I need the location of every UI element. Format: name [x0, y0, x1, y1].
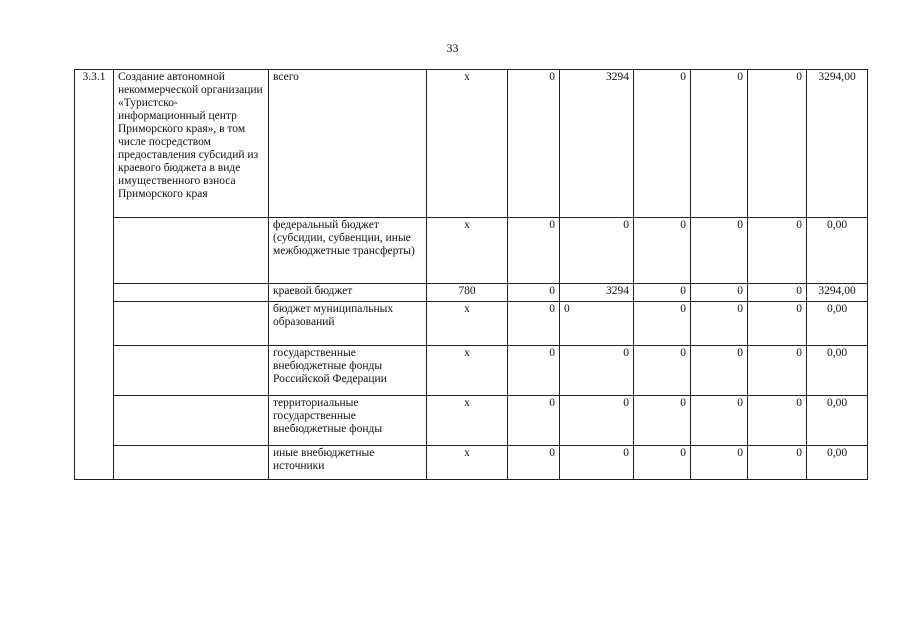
value-cell: 0 [634, 346, 691, 396]
value-cell: 0 [634, 218, 691, 284]
funding-source: государственные внебюджетные фонды Российской Федерации [269, 346, 427, 396]
value-cell: 0 [634, 302, 691, 346]
value-cell: 0 [691, 396, 748, 446]
value-cell: 0 [748, 218, 807, 284]
funding-source: территориальные государственные внебюджетные фонды [269, 396, 427, 446]
funding-source: краевой бюджет [269, 284, 427, 302]
empty-cell [114, 218, 269, 284]
value-cell: 0 [691, 284, 748, 302]
value-cell: 0 [748, 302, 807, 346]
measure-number: 3.3.1 [75, 70, 114, 480]
value-cell: 0 [748, 284, 807, 302]
table-row [75, 284, 868, 302]
funding-source: иные внебюджетные источники [269, 446, 427, 480]
budget-code: х [427, 302, 508, 346]
value-cell: 0 [560, 396, 634, 446]
value-cell: 0 [508, 284, 560, 302]
table-row [75, 302, 868, 346]
value-cell: 0 [691, 302, 748, 346]
value-cell: 0 [748, 70, 807, 218]
value-cell: 0 [508, 218, 560, 284]
total-cell: 0,00 [807, 346, 868, 396]
value-cell: 0 [560, 302, 634, 346]
total-cell: 0,00 [807, 302, 868, 346]
measure-description: Создание автономной некоммерческой организации «Туристско-информационный центр Приморского края», в том числе посредством предоставления субсидий из краевого бюджета в виде имущественного взноса Приморского края [114, 70, 269, 218]
value-cell: 3294 [560, 70, 634, 218]
budget-table [74, 69, 868, 480]
total-cell: 3294,00 [807, 284, 868, 302]
empty-cell [114, 284, 269, 302]
value-cell: 3294 [560, 284, 634, 302]
value-cell: 0 [748, 346, 807, 396]
value-cell: 0 [691, 218, 748, 284]
funding-source: бюджет муниципальных образований [269, 302, 427, 346]
value-cell: 0 [634, 396, 691, 446]
budget-code: х [427, 218, 508, 284]
value-cell: 0 [748, 396, 807, 446]
value-cell: 0 [634, 446, 691, 480]
value-cell: 0 [560, 346, 634, 396]
value-cell: 0 [508, 70, 560, 218]
table-row [75, 218, 868, 284]
value-cell: 0 [508, 446, 560, 480]
value-cell: 0 [508, 396, 560, 446]
value-cell: 0 [634, 70, 691, 218]
value-cell: 0 [748, 446, 807, 480]
empty-cell [114, 302, 269, 346]
total-cell: 0,00 [807, 218, 868, 284]
value-cell: 0 [691, 346, 748, 396]
value-cell: 0 [560, 218, 634, 284]
total-cell: 0,00 [807, 396, 868, 446]
value-cell: 0 [560, 446, 634, 480]
value-cell: 0 [508, 302, 560, 346]
empty-cell [114, 446, 269, 480]
value-cell: 0 [691, 446, 748, 480]
budget-code: х [427, 70, 508, 218]
funding-source: всего [269, 70, 427, 218]
table-row [75, 446, 868, 480]
value-cell: 0 [508, 346, 560, 396]
table-row [75, 396, 868, 446]
budget-code: х [427, 446, 508, 480]
budget-code: 780 [427, 284, 508, 302]
table-row [75, 70, 868, 218]
table-row [75, 346, 868, 396]
budget-code: х [427, 346, 508, 396]
empty-cell [114, 346, 269, 396]
value-cell: 0 [634, 284, 691, 302]
budget-code: х [427, 396, 508, 446]
page-number: 33 [446, 41, 459, 55]
funding-source: федеральный бюджет (субсидии, субвенции, иные межбюджетные трансферты) [269, 218, 427, 284]
empty-cell [114, 396, 269, 446]
total-cell: 0,00 [807, 446, 868, 480]
total-cell: 3294,00 [807, 70, 868, 218]
value-cell: 0 [691, 70, 748, 218]
